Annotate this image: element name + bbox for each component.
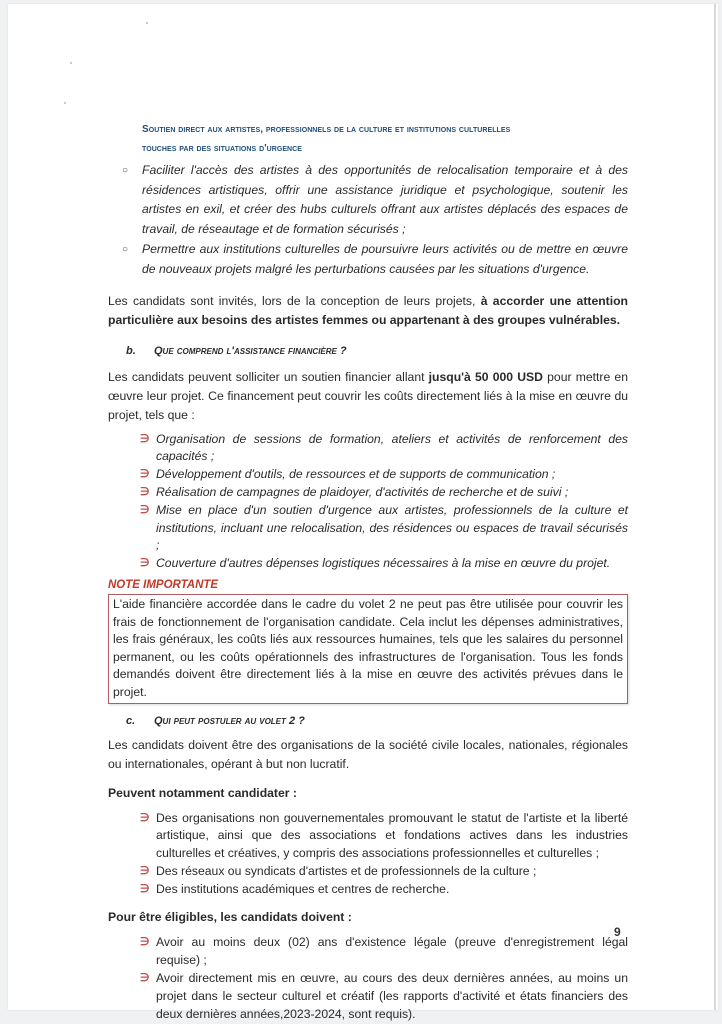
can-apply-heading: Peuvent notamment candidater :	[108, 785, 297, 800]
list-item: ○ Permettre aux institutions culturelles de poursuivre leurs activités ou de mettre en œuvre de nouveaux projets malgré les perturbations causées par les situations d'urgence.	[122, 242, 628, 276]
can-apply-list	[108, 810, 628, 899]
list-item: ∋ Développement d'outils, de ressources et de supports de communication ;	[108, 466, 628, 484]
page-number: 9	[614, 925, 621, 939]
scrollbar[interactable]	[714, 4, 716, 1010]
arrow-bullet-icon: ∋	[140, 936, 150, 949]
section-title: Qui peut postuler au volet 2 ?	[154, 714, 305, 727]
list-item: ∋ Réalisation de campagnes de plaidoyer, d'activités de recherche et de suivi ;	[108, 484, 628, 502]
document-page	[8, 4, 718, 1021]
financing-items-list	[108, 431, 628, 573]
arrow-bullet-icon: ∋	[140, 882, 150, 895]
section-letter: b.	[126, 344, 136, 357]
arrow-bullet-icon: ∋	[140, 972, 150, 985]
section-heading-line2: touches par des situations d'urgence	[142, 143, 302, 154]
section-letter: c.	[126, 714, 136, 727]
note-box: L'aide financière accordée dans le cadre du volet 2 ne peut pas être utilisée pour couvrir les frais de fonctionnement de l'organisation candidate. Cela inclut les dépenses administratives, les frais généraux, les coûts liés aux ressources humaines, tels que les salaires du personnel permanent, ou les coûts opérationnels des infrastructures de l'organisation. Tous les fonds demandés doivent être directement liés à la mise en œuvre des activités prévues dans le projet.	[108, 594, 628, 704]
arrow-bullet-icon: ∋	[140, 432, 150, 445]
eligibility-paragraph: Les candidats doivent être des organisations de la société civile locales, nationales, régionales ou internationales, opérant à but non lucratif.	[108, 737, 628, 771]
section-heading-line1: Soutien direct aux artistes, professionnels de la culture et institutions culturelles	[142, 124, 511, 135]
list-item: ∋ Des réseaux ou syndicats d'artistes et de professionnels de la culture ;	[108, 863, 628, 881]
circle-bullet-icon: ○	[122, 165, 129, 176]
document-content	[108, 120, 628, 1023]
list-item: ∋ Avoir directement mis en œuvre, au cours des deux dernières années, au moins un projet dans le secteur culturel et créatif (les rapports d'activité et états financiers des deux dernières années,2023-2024, sont requis).	[140, 971, 628, 1021]
support-objectives-list	[108, 161, 628, 280]
requirements-list	[108, 934, 628, 1023]
arrow-bullet-icon: ∋	[140, 811, 150, 824]
arrow-bullet-icon: ∋	[140, 864, 150, 877]
circle-bullet-icon: ○	[122, 244, 129, 256]
scan-speck	[64, 102, 66, 104]
section-c-heading	[108, 712, 628, 730]
scan-speck	[70, 62, 72, 64]
list-item: ∋ Des institutions académiques et centres de recherche.	[108, 881, 628, 899]
arrow-bullet-icon: ∋	[140, 485, 150, 498]
financing-paragraph: Les candidats peuvent solliciter un soutien financier allant jusqu'à 50 000 USD pour mettre en œuvre leur projet. Ce financement peut couvrir les coûts directement liés à la mise en œuvre du projet, tels que :	[108, 369, 628, 422]
list-item: ∋ Organisation de sessions de formation, ateliers et activités de renforcement des capacités ;	[140, 431, 628, 464]
invitation-paragraph: Les candidats sont invités, lors de la conception de leurs projets, à accorder une attention particulière aux besoins des artistes femmes ou appartenant à des groupes vulnérables.	[108, 293, 628, 327]
section-b-heading	[108, 342, 628, 360]
list-item: ○ Faciliter l'accès des artistes à des opportunités de relocalisation temporaire et à des résidences artistiques, offrir une assistance juridique et psychologique, soutenir les artistes en exil, et créer des hubs culturels offrant aux artistes déplacés des espaces de travail, de réseautage et de formation sécurisés ;	[122, 163, 628, 236]
section-heading	[108, 120, 628, 158]
scan-speck	[146, 22, 148, 24]
list-item: ∋ Avoir au moins deux (02) ans d'existence légale (preuve d'enregistrement légal requise) ;	[140, 935, 628, 968]
list-item: ∋ Mise en place d'un soutien d'urgence aux artistes, professionnels de la culture et institutions, incluant une relocalisation, des résidences ou espaces de travail sécurisés ;	[140, 502, 628, 553]
list-item: ∋ Couverture d'autres dépenses logistiques nécessaires à la mise en œuvre du projet.	[108, 555, 628, 573]
arrow-bullet-icon: ∋	[140, 503, 150, 516]
arrow-bullet-icon: ∋	[140, 557, 150, 570]
arrow-bullet-icon: ∋	[140, 468, 150, 481]
section-title: Que comprend l'assistance financière ?	[154, 344, 347, 357]
requirements-heading: Pour être éligibles, les candidats doivent :	[108, 910, 352, 925]
list-item: ∋ Des organisations non gouvernementales promouvant le statut de l'artiste et la liberté artistique, ainsi que des associations et fondations actives dans les industries culturelles et créatives, y compris des associations professionnelles et culturelles ;	[140, 810, 628, 861]
note-title: NOTE IMPORTANTE	[108, 578, 219, 591]
